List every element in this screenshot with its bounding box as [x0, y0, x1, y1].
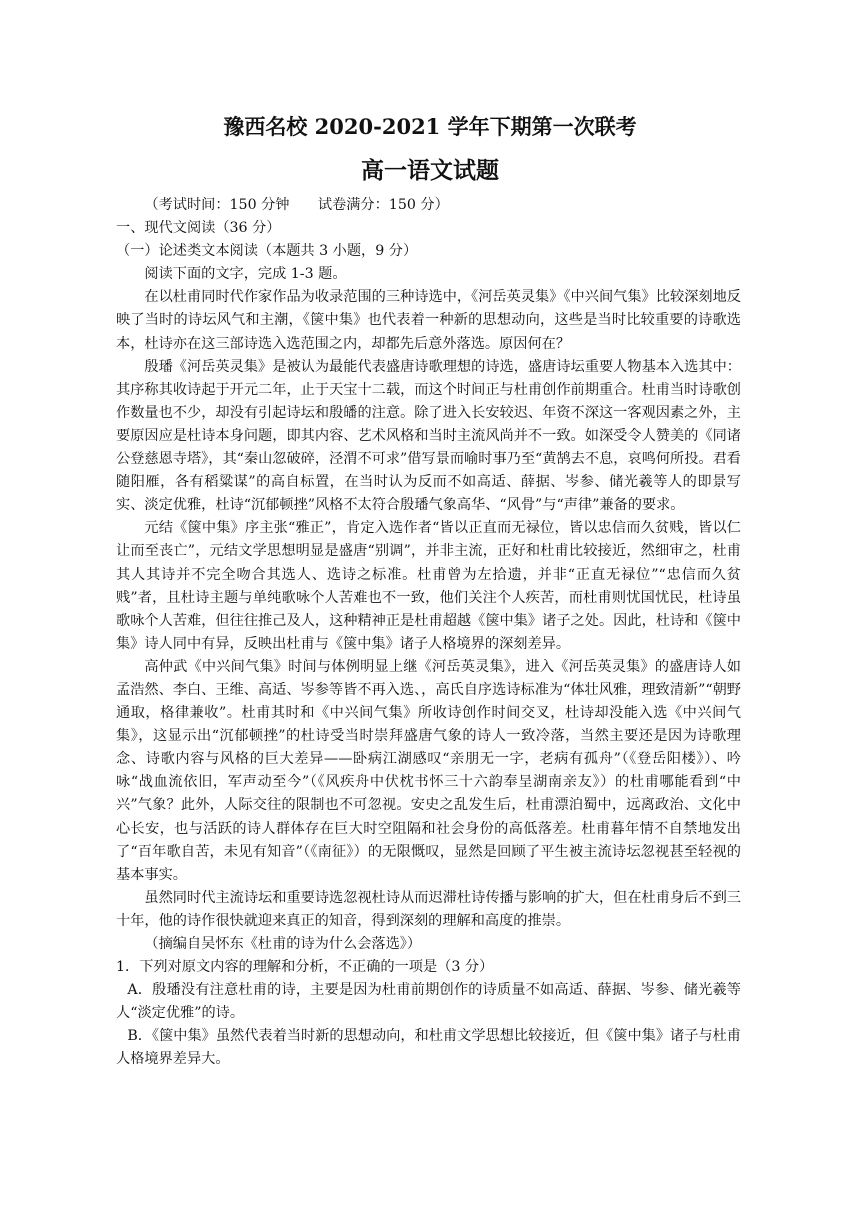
section-subheading: （一）论述类文本阅读（本题共 3 小题，9 分） — [116, 243, 418, 260]
reading-instruction: 阅读下面的文字，完成 1-3 题。 — [144, 266, 347, 283]
exam-info: （考试时间：150 分钟 试卷满分：150 分） — [144, 197, 449, 213]
passage-paragraph: 在以杜甫同时代作家作品为收录范围的三种诗选中，《河岳英灵集》《中兴间气集》比较深刻地反映了当时的诗坛风气和主潮，《箧中集》也代表着一种新的思想动向，这些是当时比较重要的诗歌选本，杜诗亦在这三部诗选入选范围之内，却都先后意外落选。原因何在？ — [116, 289, 741, 352]
question-option-a: A．殷璠没有注意杜甫的诗，主要是因为杜甫前期创作的诗质量不如高适、薛据、岑参、储光羲等人“淡定优雅”的诗。 — [116, 982, 741, 1022]
section-heading: 一、现代文阅读（36 分） — [116, 220, 281, 237]
passage-paragraph: 高仲武《中兴间气集》时间与体例明显上继《河岳英灵集》，进入《河岳英灵集》的盛唐诗人如孟浩然、李白、王维、高适、岑参等皆不再入选、，高氏自序选诗标准为“体壮风雅，理致清新”“朝野通取，格律兼收”。杜甫其时和《中兴间气集》所收诗创作时间交叉，杜诗却没能入选《中兴间气集》，这显示出“沉郁顿挫”的杜诗受当时崇拜盛唐气象的诗人一致冷落，当然主要还是因为诗歌理念、诗歌内容与风格的巨大差异——卧病江湖感叹“亲朋无一字，老病有孤舟”（《登岳阳楼》）、吟咏“战血流依旧，军声动至今”（《风疾舟中伏枕书怀三十六韵奉呈湖南亲友》）的杜甫哪能看到“中兴”气象？此外，人际交往的限制也不可忽视。安史之乱发生后，杜甫漂泊蜀中，远离政治、文化中心长安，也与活跃的诗人群体存在巨大时空阻隔和社会身份的高低落差。杜甫暮年情不自禁地发出了“百年歌自苦，未见有知音”（《南征》）的无限慨叹，显然是回顾了平生被主流诗坛忽视甚至轻视的基本事实。 — [116, 658, 741, 883]
passage-source: （摘编自吴怀东《杜甫的诗为什么会落选》） — [144, 936, 422, 952]
question-stem: 1．下列对原文内容的理解和分析，不正确的一项是（3 分） — [116, 959, 494, 976]
exam-title: 豫西名校 2020-2021 学年下期第一次联考 — [223, 114, 637, 139]
exam-subtitle: 高一语文试题 — [361, 157, 499, 184]
passage-paragraph: 殷璠《河岳英灵集》是被认为最能代表盛唐诗歌理想的诗选，盛唐诗坛重要人物基本入选其中：其序称其收诗起于开元二年，止于天宝十二载，而这个时间正与杜甫创作前期重合。杜甫当时诗歌创作数量也不少，却没有引起诗坛和殷皤的注意。除了进入长安较迟、年资不深这一客观因素之外，主要原因应是杜诗本身问题，即其内容、艺术风格和当时主流风尚并不一致。如深受令人赞美的《同诸公登慈恩寺塔》，其“秦山忽破碎，泾渭不可求”借写景而喻时事乃至“黄鹄去不息，哀鸣何所投。君看随阳雁，各有稻粱谋”的高自标置，在当时认为反而不如高适、薛据、岑参、储光羲等人的即景写实、淡定优雅，杜诗“沉郁顿挫”风格不太符合殷璠气象高华、“风骨”与“声律”兼备的要求。 — [116, 358, 741, 514]
exam-body — [116, 194, 741, 1072]
passage-paragraph: 虽然同时代主流诗坛和重要诗选忽视杜诗从而迟滞杜诗传播与影响的扩大，但在杜甫身后不到三十年，他的诗作很快就迎来真正的知音，得到深刻的理解和高度的推崇。 — [116, 889, 741, 929]
passage-paragraph: 元结《箧中集》序主张“雅正”，肯定入选作者“皆以正直而无禄位，皆以忠信而久贫贱，皆以仁让而至丧亡”，元结文学思想明显是盛唐“别调”，并非主流，正好和杜甫比较接近，然细审之，杜甫其人其诗并不完全吻合其选人、选诗之标准。杜甫曾为左拾遗，并非“正直无禄位”“忠信而久贫贱”者，且杜诗主题与单纯歌咏个人苦难也不一致，他们关注个人疾苦，而杜甫则忧国忧民，杜诗虽歌咏个人苦难，但往往推己及人，这种精神正是杜甫超越《箧中集》诸子之处。因此，杜诗和《箧中集》诗人同中有异，反映出杜甫与《箧中集》诸子人格境界的深刻差异。 — [116, 520, 741, 652]
question-option-b: B．《箧中集》虽然代表着当时新的思想动向，和杜甫文学思想比较接近，但《箧中集》诸子与杜甫人格境界差异大。 — [116, 1028, 741, 1068]
